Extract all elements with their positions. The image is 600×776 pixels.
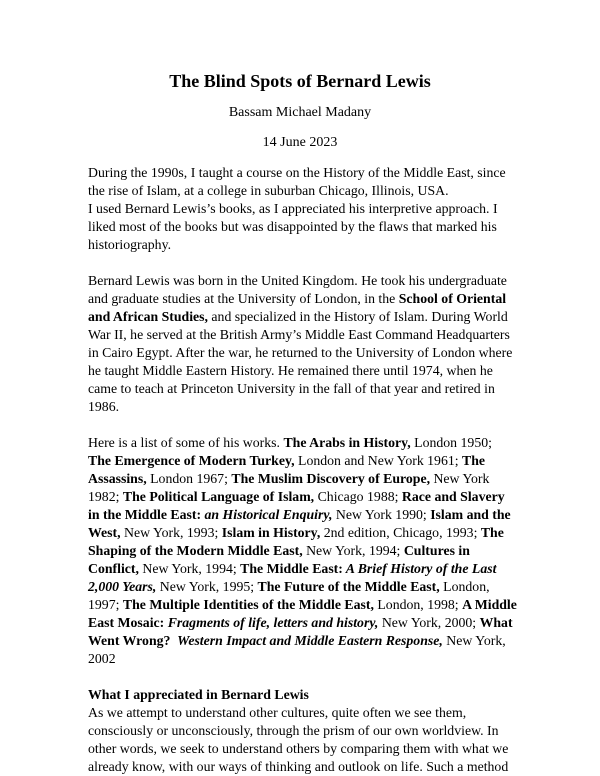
work-title: The Political Language of Islam, [122, 489, 315, 504]
work-title: The Shaping of the Modern Middle East, [88, 525, 504, 558]
work-details: 2nd edition, Chicago, 1993; [320, 525, 481, 540]
works-intro: Here is a list of some of his works. [88, 435, 284, 450]
work-title: The Muslim Discovery of Europe, [231, 471, 431, 486]
author-name: Bassam Michael Madany [228, 105, 372, 120]
section-heading: What I appreciated in Bernard Lewis [88, 687, 309, 702]
work-details: New York 1982; [88, 471, 490, 504]
work-details: London and New York 1961; [294, 453, 463, 468]
second-paragraph: I used Bernard Lewis’s books, as I appreciated his interpretive approach. I liked most of the books but was disappointed by the flaws that marked his historiography. [88, 201, 498, 252]
work-title: The Future of the Middle East, [257, 579, 440, 594]
work-title: The Emergence of Modern Turkey, [88, 453, 295, 468]
works-paragraph [88, 434, 518, 668]
work-details: London, 1998; [373, 597, 463, 612]
work-title: The Arabs in History, [283, 435, 411, 450]
work-title: The Middle East: [240, 561, 343, 576]
work-details: New York, 1993; [120, 525, 222, 540]
work-subtitle: Western Impact and Middle Eastern Response, [170, 633, 443, 648]
bio-text-1: Bernard Lewis was born in the United Kingdom. He took his undergraduate and graduate studies at the University of London, in the [88, 273, 507, 306]
work-title: Race and Slavery in the Middle East: [88, 489, 505, 522]
bio-text-2: and specialized in the History of Islam. During World War II, he served at the British Army’s Middle East Command Headquarters in Cairo Egypt. After the war, he returned to the University of London where he taught Middle Eastern History. He remained there until 1974, when he came to teach at Princeton University in the fall of that year and retired in 1986. [88, 309, 513, 414]
biography-paragraph [88, 272, 518, 416]
section-paragraph: As we attempt to understand other cultures, quite often we see them, consciously or unconsciously, through the prism of our own worldview. In other words, we seek to understand others by comparing them with what we already know, with our ways of thinking and outlook on life. Such a method [88, 705, 509, 774]
work-details: London 1967; [146, 471, 232, 486]
work-details: New York 1990; [332, 507, 431, 522]
work-details: New York, 1994; [302, 543, 404, 558]
work-details: New York, 2002 [88, 633, 506, 666]
work-subtitle: an Historical Enquiry, [201, 507, 333, 522]
work-details: Chicago 1988; [314, 489, 402, 504]
work-details: New York, 1994; [138, 561, 241, 576]
bio-school-name: School of Oriental and African Studies, [88, 291, 507, 324]
intro-paragraph: During the 1990s, I taught a course on the History of the Middle East, since the rise of Islam, at a college in suburban Chicago, Illinois, USA. [88, 165, 506, 198]
work-title: Islam and the West, [88, 507, 511, 540]
work-details: London, 1997; [88, 579, 490, 612]
work-subtitle: A Brief History of the Last 2,000 Years, [88, 561, 497, 594]
work-title: Cultures in Conflict, [88, 543, 470, 576]
publication-date: 14 June 2023 [262, 135, 338, 150]
work-subtitle: Fragments of life, letters and history, [164, 615, 379, 630]
work-title: A Middle East Mosaic: [88, 597, 517, 630]
work-title: What Went Wrong? [88, 615, 513, 648]
document-title: The Blind Spots of Bernard Lewis [169, 71, 431, 91]
work-details: London 1950; [410, 435, 492, 450]
work-title: The Assassins, [88, 453, 486, 486]
work-details: New York, 2000; [378, 615, 480, 630]
work-details: New York, 1995; [156, 579, 258, 594]
work-title: Islam in History, [221, 525, 321, 540]
document-body [88, 164, 518, 776]
work-title: The Multiple Identities of the Middle East, [122, 597, 374, 612]
